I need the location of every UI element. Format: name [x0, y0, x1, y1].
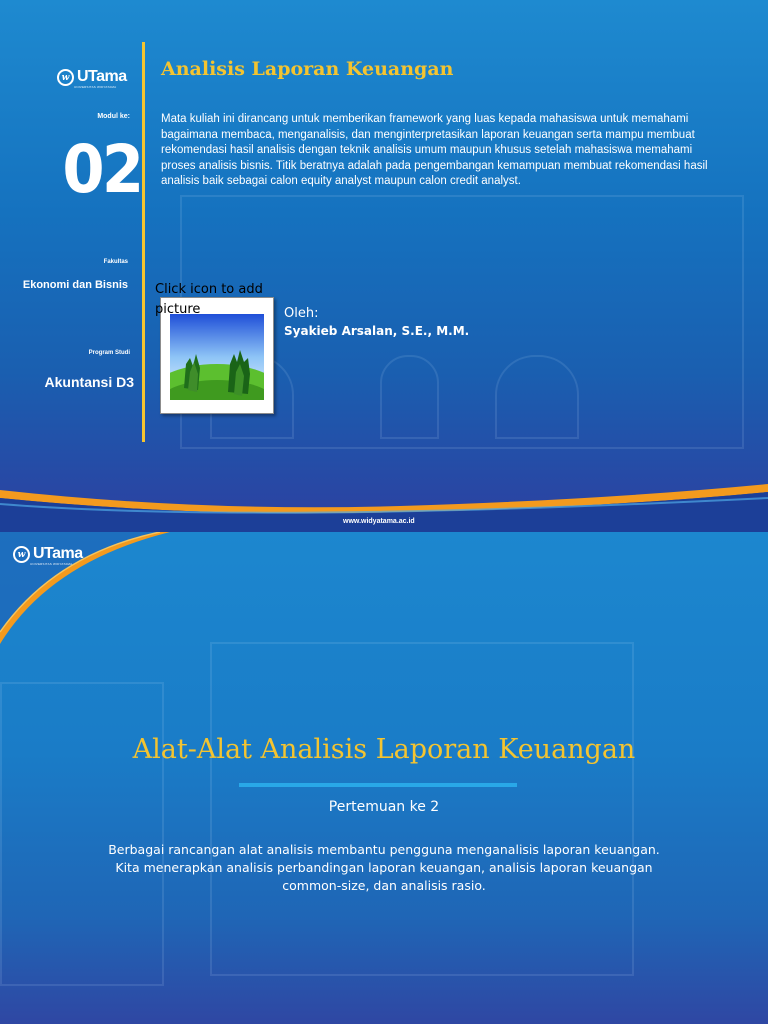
- logo-name: UTama: [33, 545, 83, 562]
- slide2-title: Alat-Alat Analisis Laporan Keuangan: [132, 734, 636, 765]
- logo-mark-icon: w: [57, 69, 74, 86]
- utama-logo: [57, 66, 127, 89]
- oleh-label: Oleh:: [284, 306, 319, 321]
- slide2-subtitle: Pertemuan ke 2: [328, 799, 440, 815]
- logo-subtitle: UNIVERSITAS WIDYATAMA: [30, 562, 73, 566]
- slide2-description: Berbagai rancangan alat analisis membantu pengguna menganalisis laporan keuangan. Kita menerapkan analisis perbandingan laporan keuangan, analisis laporan keuangan common-size, dan analisis rasio.: [108, 842, 660, 893]
- logo-subtitle: UNIVERSITAS WIDYATAMA: [74, 85, 117, 89]
- title-underline: [239, 783, 517, 787]
- modul-label: Modul ke:: [97, 113, 130, 120]
- prodi-label: Program Studi: [88, 350, 130, 356]
- background-building-arch: [495, 355, 579, 439]
- utama-logo: [13, 543, 83, 566]
- fakultas-value: Ekonomi dan Bisnis: [22, 279, 128, 291]
- slide-2[interactable]: [0, 532, 768, 1024]
- picture-placeholder-label: Click icon to add picture: [155, 282, 263, 317]
- background-building-wing: [0, 682, 164, 986]
- vertical-divider: [142, 42, 145, 442]
- slide1-title: Analisis Laporan Keuangan: [161, 58, 454, 80]
- fakultas-label: Fakultas: [103, 259, 128, 265]
- author-name: Syakieb Arsalan, S.E., M.M.: [284, 324, 470, 338]
- landscape-image-icon: [170, 314, 264, 400]
- modul-number: 02: [62, 131, 142, 208]
- prodi-value: Akuntansi D3: [44, 374, 134, 390]
- background-building-arch: [380, 355, 439, 439]
- website-link[interactable]: www.widyatama.ac.id: [343, 518, 415, 525]
- logo-name: UTama: [77, 68, 127, 85]
- slide1-description: Mata kuliah ini dirancang untuk memberikan framework yang luas kepada mahasiswa untuk memahami bagaimana membaca, menganalisis, dan menginterpretasikan laporan keuangan serta mampu membuat rekomendasi hasil analisis dengan teknik analisis umum maupun khusus setelah mahasiswa memahami proses analisis bisnis. Titik beratnya adalah pada pengembangan kemampuan membuat rekomendasi hasil analisis baik sebagai calon equity analyst maupun calon credit analyst.: [161, 113, 708, 188]
- logo-mark-icon: w: [13, 546, 30, 563]
- picture-placeholder[interactable]: [153, 280, 279, 420]
